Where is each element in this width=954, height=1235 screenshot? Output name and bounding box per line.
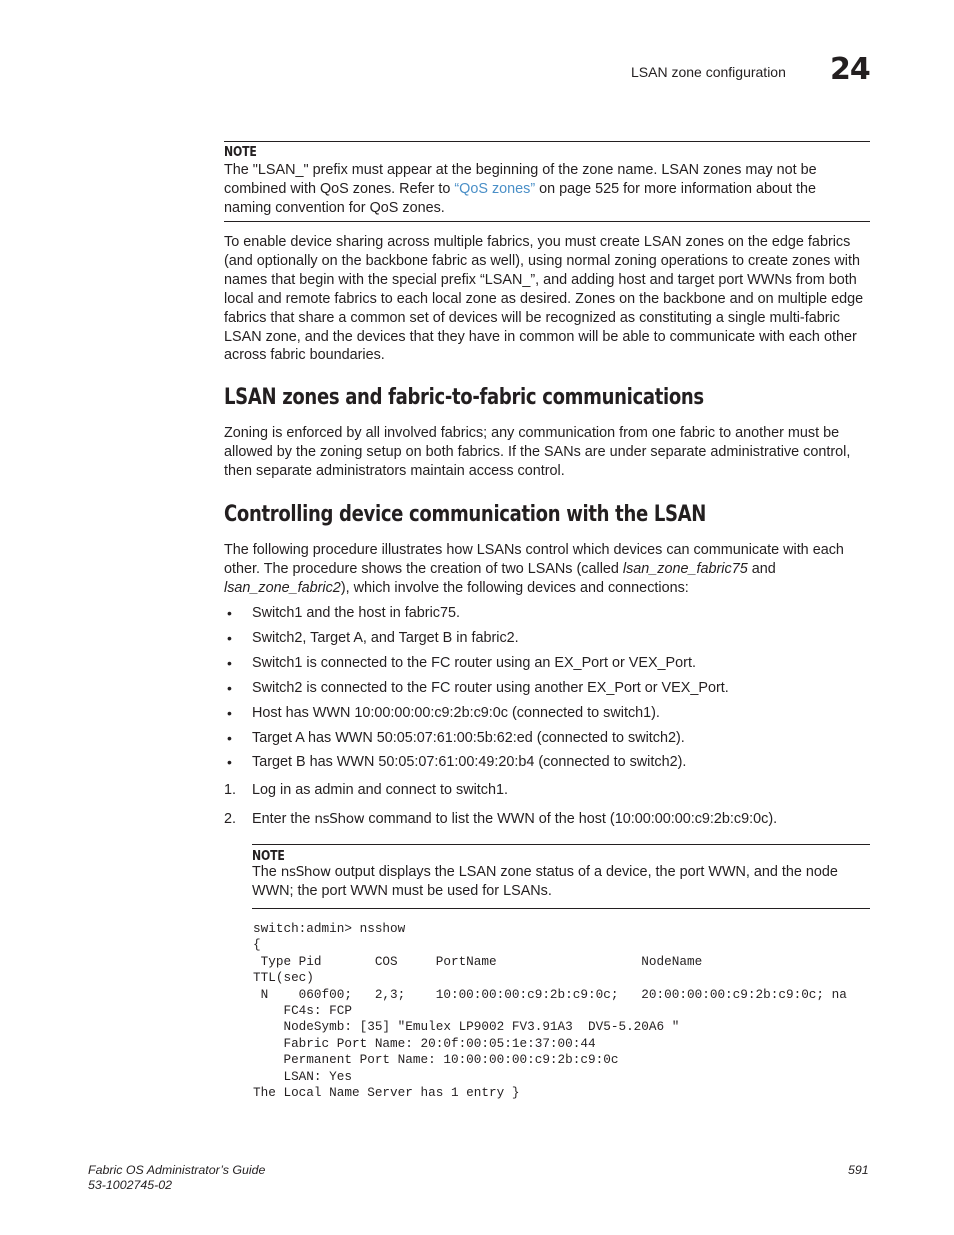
- list-item: [227, 604, 460, 623]
- note-bottom-rule: [224, 221, 870, 222]
- note-text-part: The: [252, 864, 281, 880]
- step-text: Log in as admin and connect to switch1.: [252, 782, 508, 798]
- lsan-name: lsan_zone_fabric75: [622, 560, 748, 577]
- step-text-part: Enter the: [252, 811, 315, 827]
- note-label: NOTE: [252, 849, 285, 864]
- note-top-rule: [224, 141, 870, 142]
- note-text: [224, 161, 854, 218]
- page-number: 591: [848, 1163, 869, 1177]
- paragraph-text: The following procedure illustrates how LSANs control which devices can communicate with each other. The procedure shows the creation of two LSANs (called: [224, 542, 844, 577]
- list-item-text: Target A has WWN 50:05:07:61:00:5b:62:ed (connected to switch2).: [252, 729, 685, 746]
- list-item: [227, 729, 685, 748]
- chapter-number: 24: [830, 52, 870, 87]
- note-top-rule: [252, 844, 870, 845]
- paragraph-text: ), which involve the following devices and connections:: [340, 579, 689, 596]
- list-item: [227, 753, 687, 772]
- code-block: switch:admin> nsshow { Type Pid COS PortName NodeName TTL(sec) N 060f00; 2,3; 10:00:00:00:c9:2b:c9:0c; 20:00:00:00:c9:2b:c9:0c; na FC4s: FCP NodeSymb: [35] "Emulex LP9002 FV3.91A3 DV5-5.20A6 " Fabric Port Name: 20:0f:00:05:1e:37:00:44 Permanent Port Name: 10:00:00:00:c9:2b:c9:0c LSAN: Yes The Local Name Server has 1 entry }: [253, 921, 847, 1101]
- step-text-part: command to list the WWN of the host (10:00:00:00:c9:2b:c9:0c).: [364, 811, 778, 827]
- footer-guide-title: Fabric OS Administrator’s Guide: [88, 1163, 266, 1177]
- bullet-glyph: •: [227, 729, 232, 746]
- list-item: [227, 679, 729, 698]
- command-name: nsShow: [280, 864, 331, 880]
- step-text: [252, 810, 777, 829]
- intro-paragraph: To enable device sharing across multiple fabrics, you must create LSAN zones on the edge fabrics (and optionally on the backbone fabric as well), using normal zoning operations to create zones with names that begin with the special prefix “LSAN_”, and adding host and target port WWNs from both local and remote fabrics to each local zone as desired. Zones on the backbone and on multiple edge fabrics that share a common set of devices will be recognized as constituting a single multi-fabric LSAN zone, and the devices that they have in common will be able to communicate with each other across fabric boundaries.: [224, 234, 864, 364]
- list-item: [227, 654, 696, 673]
- note-bottom-rule: [252, 908, 870, 909]
- bullet-list: [227, 604, 872, 784]
- running-header-title: LSAN zone configuration: [631, 64, 786, 80]
- list-item-text: Host has WWN 10:00:00:00:c9:2b:c9:0c (connected to switch1).: [252, 704, 660, 721]
- qos-zones-link[interactable]: “QoS zones”: [454, 180, 536, 197]
- lsan-name: lsan_zone_fabric2: [224, 579, 341, 596]
- list-item-text: Target B has WWN 50:05:07:61:00:49:20:b4 (connected to switch2).: [252, 754, 687, 771]
- bullet-glyph: •: [227, 754, 232, 771]
- step-number: 2.: [224, 811, 237, 827]
- list-item-text: Switch1 and the host in fabric75.: [252, 605, 460, 621]
- list-item: [227, 704, 660, 723]
- list-item: [227, 629, 519, 648]
- footer-doc-number: 53-1002745-02: [88, 1178, 173, 1192]
- note-label: NOTE: [224, 145, 257, 160]
- list-item-text: Switch1 is connected to the FC router using an EX_Port or VEX_Port.: [252, 654, 696, 671]
- note-text-part: output displays the LSAN zone status of a device, the port WWN, and the node WWN; the port WWN must be used for LSANs.: [252, 864, 838, 899]
- list-item-text: Switch2, Target A, and Target B in fabric2.: [252, 629, 519, 646]
- note-text-part: The "LSAN_" prefix must appear at the beginning of the zone name. LSAN zones may not be combined with QoS zones. Refer to: [224, 162, 817, 197]
- note-text: [252, 863, 862, 901]
- paragraph-text: and: [747, 560, 776, 577]
- step-number: 1.: [224, 782, 237, 798]
- note-text-part: on page 525 for more information about the naming convention for QoS zones.: [224, 180, 816, 216]
- bullet-glyph: •: [227, 605, 232, 621]
- command-name: nsShow: [314, 811, 365, 827]
- bullet-glyph: •: [227, 704, 232, 721]
- section-paragraph: Zoning is enforced by all involved fabrics; any communication from one fabric to another must be allowed by the zoning setup on both fabrics. If the SANs are under separate administrative control, then separate administrators maintain access control.: [224, 425, 851, 479]
- bullet-glyph: •: [227, 679, 232, 696]
- list-item-text: Switch2 is connected to the FC router using another EX_Port or VEX_Port.: [252, 679, 729, 696]
- section-heading: Controlling device communication with the LSAN: [224, 502, 707, 527]
- bullet-glyph: •: [227, 654, 232, 671]
- section-paragraph: [224, 541, 872, 598]
- section-heading: LSAN zones and fabric-to-fabric communications: [224, 385, 704, 410]
- bullet-glyph: •: [227, 629, 232, 646]
